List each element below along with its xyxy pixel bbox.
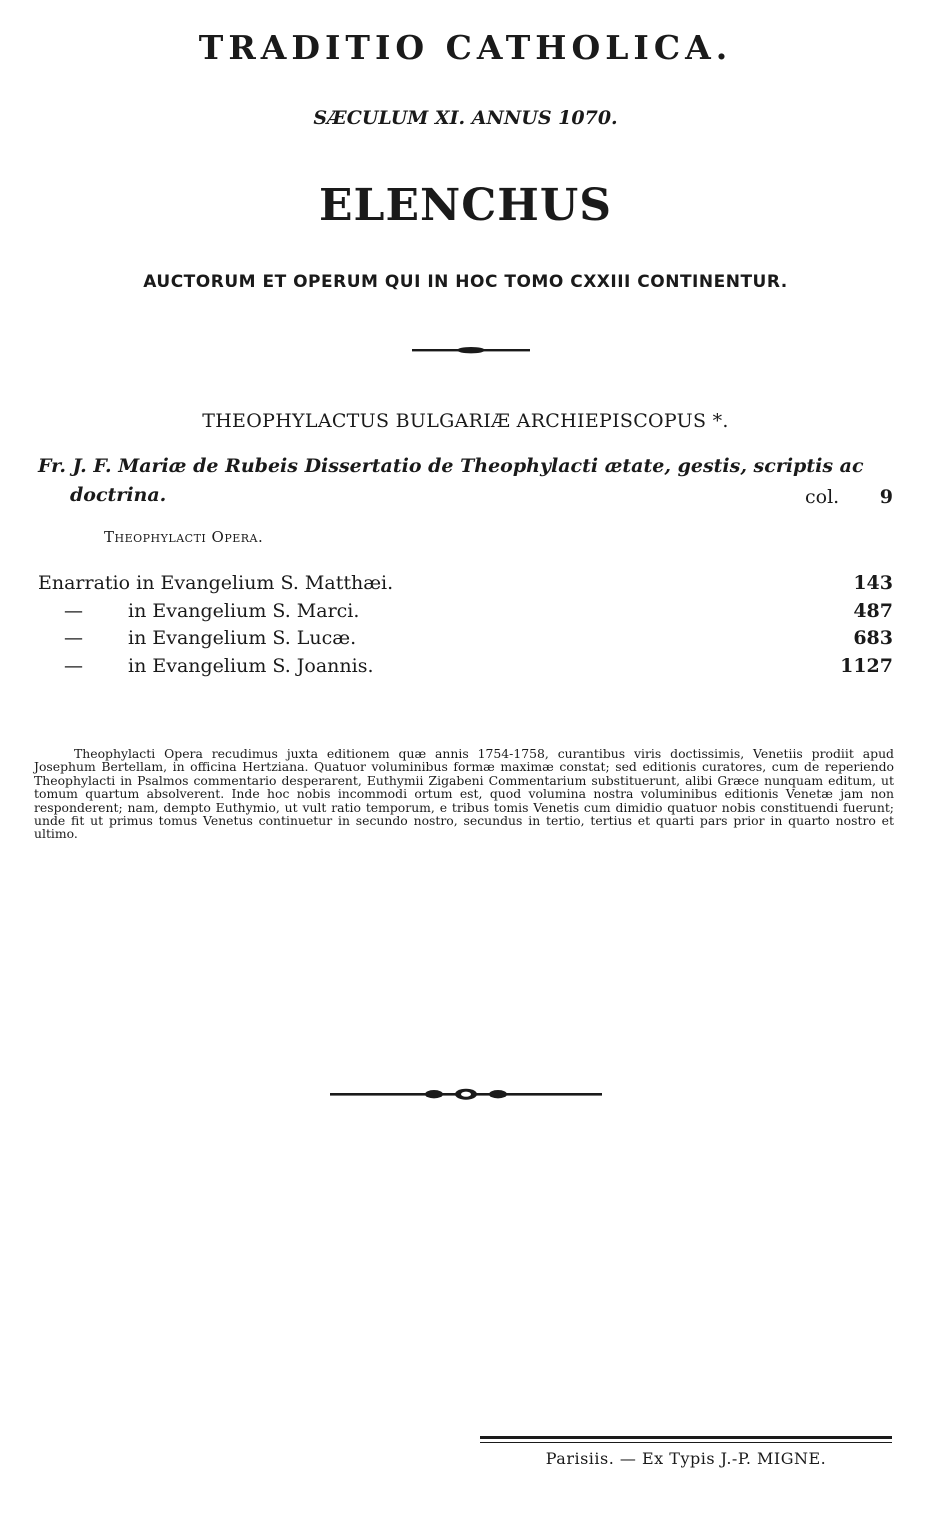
author-heading: THEOPHYLACTUS BULGARIÆ ARCHIEPISCOPUS *. [202,410,729,432]
ditto-dash: — [64,600,83,622]
page-subtitle: AUCTORUM ET OPERUM QUI IN HOC TOMO CXXIII CONTINENTUR. [143,272,788,292]
ornament-divider [412,345,530,355]
entry-column: 683 [853,627,893,649]
ditto-dash: — [64,627,83,649]
page-title: ELENCHUS [319,180,612,231]
column-label: col. [805,486,840,508]
list-item [0,627,931,653]
entry-title: in Evangelium S. Marci. [128,600,360,622]
footnote: Theophylacti Opera recudimus juxta editionem quæ annis 1754-1758, curantibus viris doctissimis, Venetiis prodiit apud Josephum Bertellam, in officina Hertziana. Quatuor voluminibus formæ maximæ constat; sed editionis curatores, cum de reperiendo Theophylacti in Psalmos commentario desperarent, Euthymii Zigabeni Commentarium substituerunt, alibi Græce nunquam editum, ut tomum quartum absolverent. Inde hoc nobis incommodi ortum est, quod volumina nostra voluminibus editionis Venetæ jam non responderent; nam, dempto Euthymio, ut vult ratio temporum, e tribus tomis Venetis cum dimidio quatuor nobis constituendi fuerunt; unde fit ut primus tomus Venetus continuetur in secundo nostro, secundus in tertio, tertius et quarti pars prior in quarto nostro et ultimo. [34,746,894,842]
running-head: TRADITIO CATHOLICA. [198,28,733,67]
column-number: 9 [879,486,893,508]
dissertation-title-cont: doctrina. [70,484,167,506]
imprint: Parisiis. — Ex Typis J.-P. MIGNE. [545,1449,827,1468]
list-item [0,655,931,681]
dissertation-title: Fr. J. F. Mariæ de Rubeis Dissertatio de Theophylacti ætate, gestis, scriptis ac [38,455,864,477]
footer-rule-thin [480,1442,892,1443]
entry-title: in Evangelium S. Joannis. [128,655,374,677]
entry-column: 1127 [840,655,893,677]
list-item [0,572,931,598]
entry-column: 487 [853,600,893,622]
list-item [0,600,931,626]
entry-title: in Evangelium S. Lucæ. [128,627,357,649]
footer-rule [480,1436,892,1439]
opera-heading: Theophylacti Opera. [104,528,264,546]
entry-column: 143 [853,572,893,594]
ornament-divider [330,1085,602,1103]
ditto-dash: — [64,655,83,677]
saeculum-line: SÆCULUM XI. ANNUS 1070. [313,107,618,129]
entry-title: Enarratio in Evangelium S. Matthæi. [38,572,394,594]
